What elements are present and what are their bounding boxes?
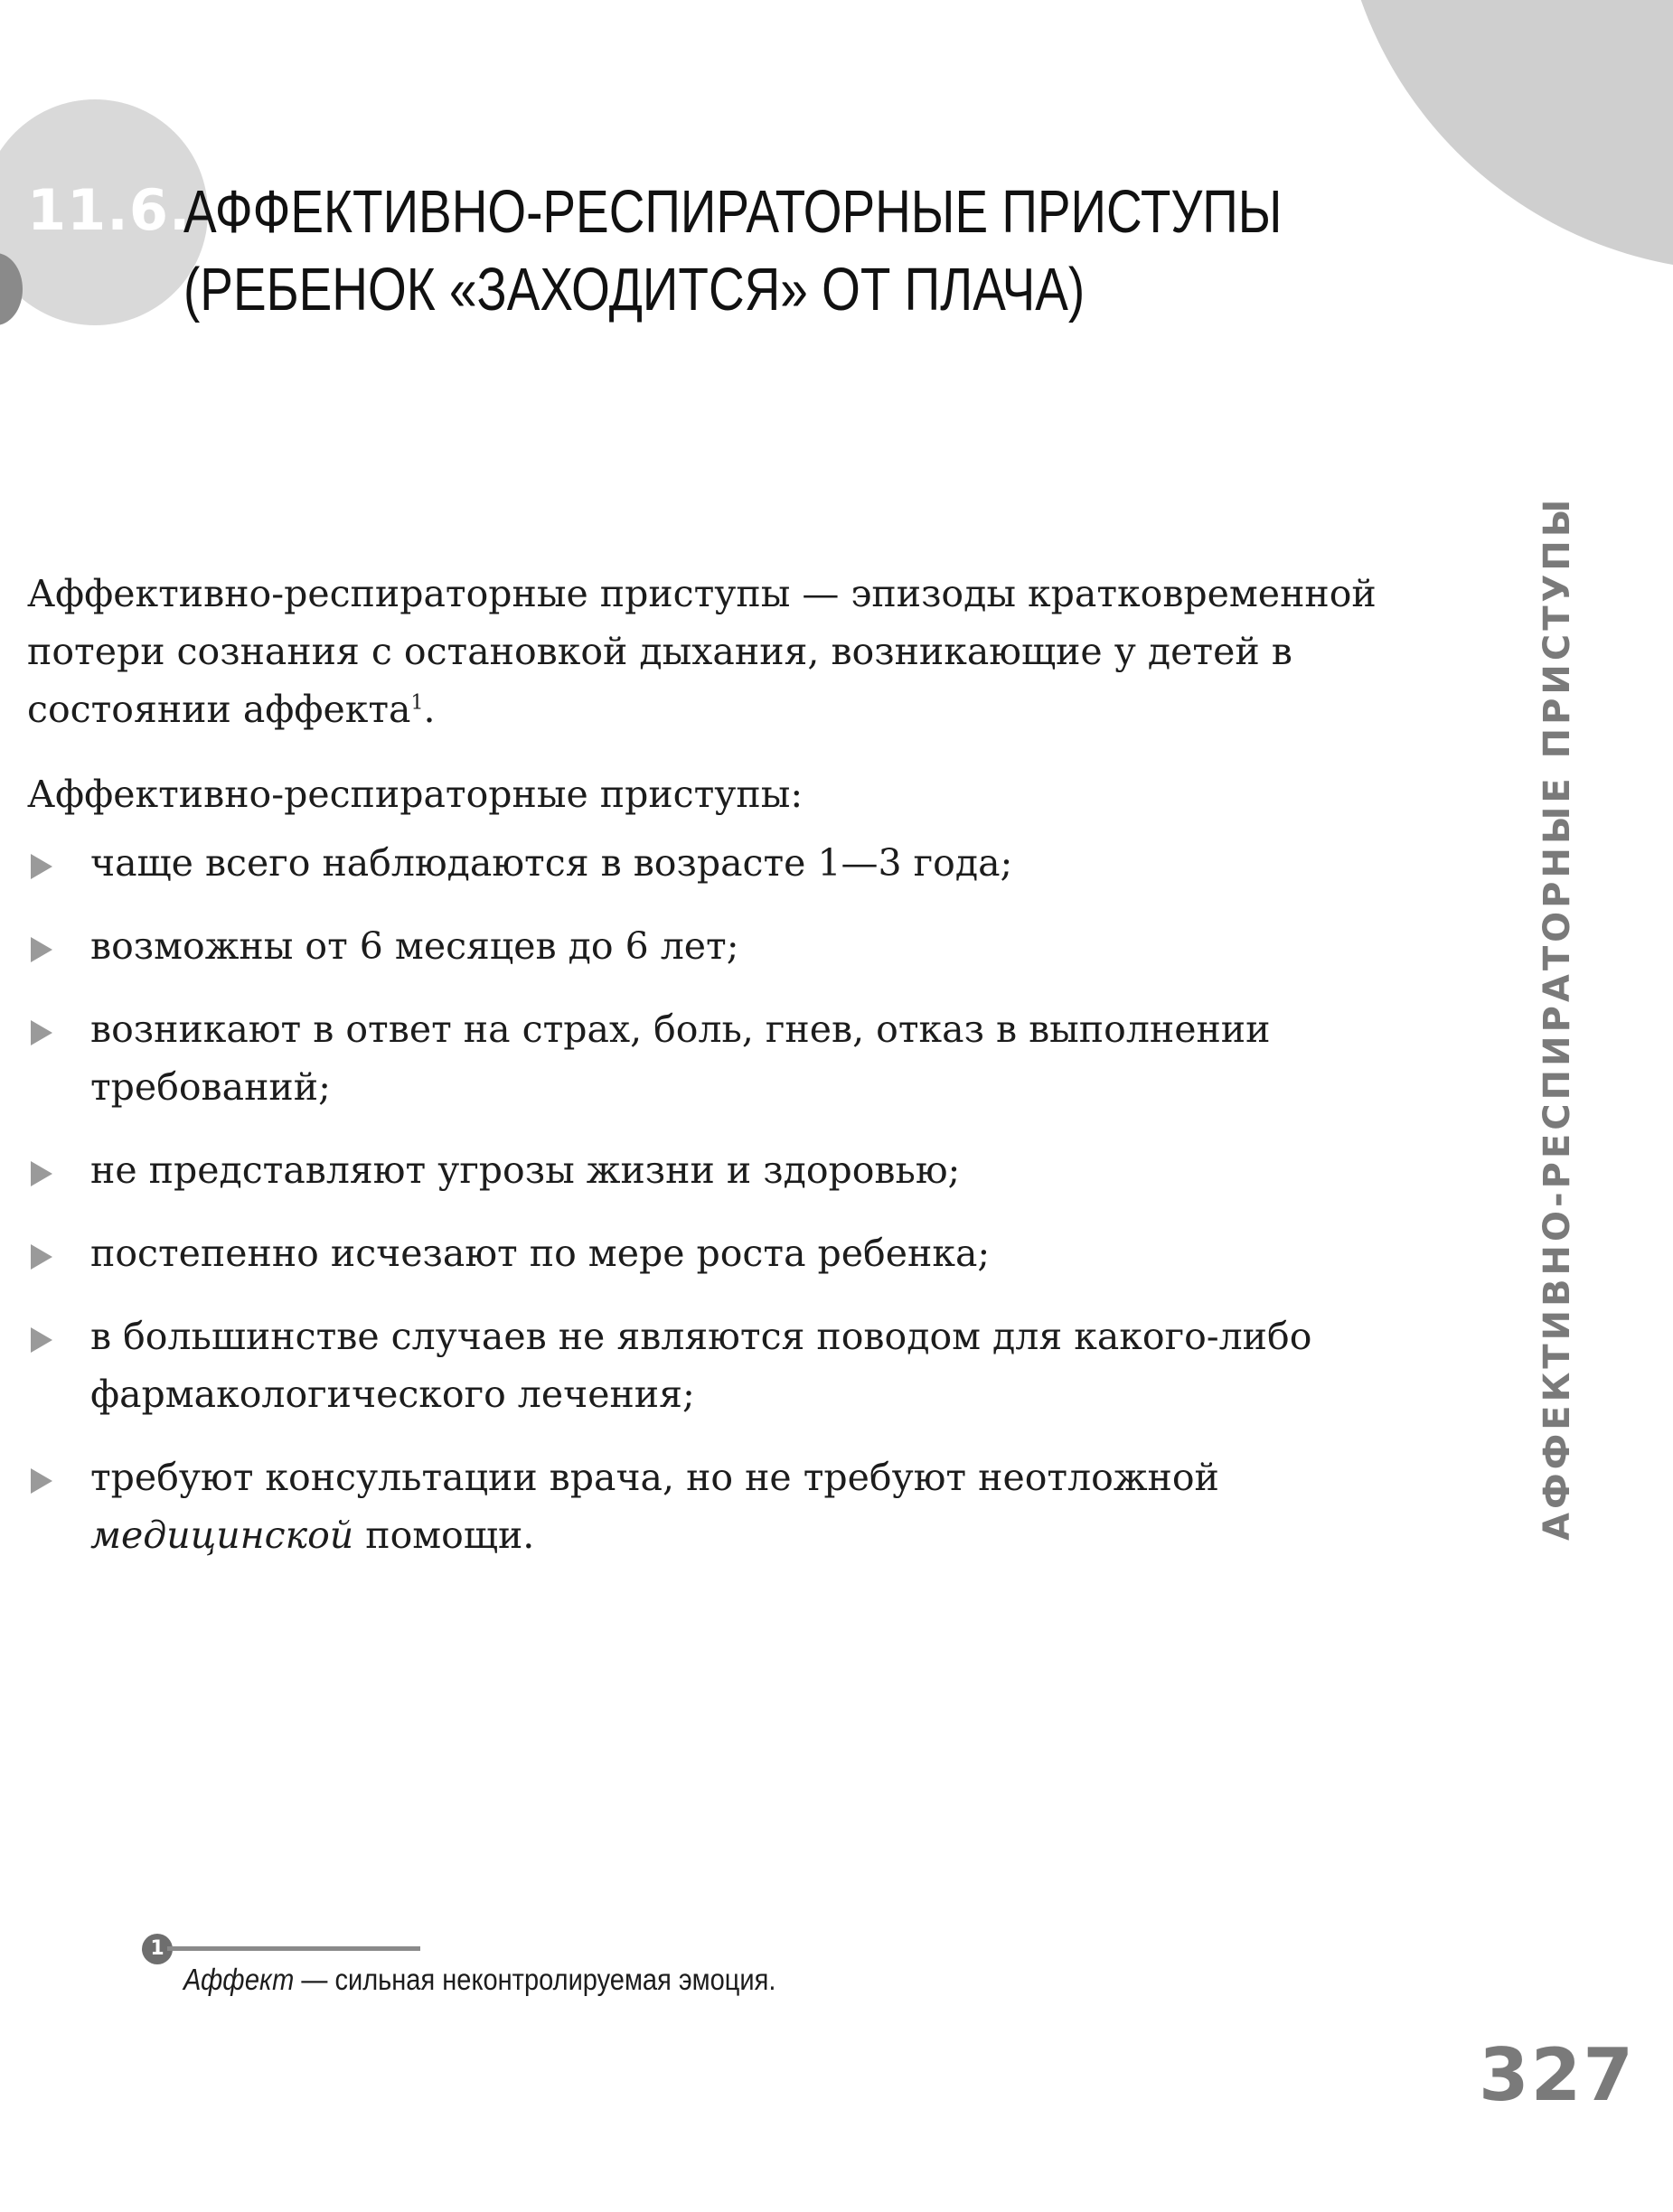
list-item xyxy=(27,1448,1401,1564)
list-item xyxy=(27,834,1401,892)
footnote xyxy=(183,1963,775,1997)
footnote-marker: 1 xyxy=(142,1934,173,1964)
bullet-arrow-icon xyxy=(31,1020,52,1045)
bullet-arrow-icon xyxy=(31,1161,52,1186)
list-item-text: возможны от 6 месяцев до 6 лет; xyxy=(90,924,739,968)
footnote-definition: — сильная неконтролируемая эмоция. xyxy=(294,1963,776,1996)
bullet-arrow-icon xyxy=(31,1327,52,1353)
list-item xyxy=(27,1224,1401,1282)
bullet-list xyxy=(27,834,1401,1564)
list-item xyxy=(27,917,1401,975)
side-running-title: АФФЕКТИВНО-РЕСПИРАТОРНЫЕ ПРИСТУПЫ xyxy=(1537,495,1578,1541)
list-item-text: чаще всего наблюдаются в возрасте 1—3 года; xyxy=(90,841,1013,885)
list-item-text: постепенно исчезают по мере роста ребенка; xyxy=(90,1232,991,1275)
corner-decoration xyxy=(1338,0,1673,271)
list-item-text: возникают в ответ на страх, боль, гнев, отказ в выполнении требований; xyxy=(90,1008,1271,1109)
page-number: 327 xyxy=(1479,2033,1635,2117)
main-content xyxy=(27,565,1401,1589)
section-title-line-2: (РЕБЕНОК «ЗАХОДИТСЯ» ОТ ПЛАЧА) xyxy=(183,256,1086,323)
list-item-text: не представляют угрозы жизни и здоровью; xyxy=(90,1148,961,1192)
list-item xyxy=(27,1141,1401,1199)
list-item-text-end: помощи. xyxy=(353,1514,535,1557)
section-title-line-1: АФФЕКТИВНО-РЕСПИРАТОРНЫЕ ПРИСТУПЫ xyxy=(183,178,1283,246)
bullet-arrow-icon xyxy=(31,854,52,879)
list-item xyxy=(27,1308,1401,1423)
list-item xyxy=(27,1000,1401,1116)
list-heading: Аффективно-респираторные приступы: xyxy=(27,773,804,816)
bullet-arrow-icon xyxy=(31,1244,52,1270)
footnote-reference[interactable]: 1 xyxy=(410,691,424,715)
intro-paragraph xyxy=(27,565,1401,738)
footnote-divider xyxy=(167,1946,420,1951)
section-title xyxy=(183,173,1282,329)
footnote-term: Аффект xyxy=(183,1963,295,1996)
list-item-text: в большинстве случаев не являются поводом для какого-либо фармакологического лечения; xyxy=(90,1315,1312,1416)
bullet-arrow-icon xyxy=(31,1468,52,1494)
list-item-text-start: требуют консультации врача, но не требуют неотложной xyxy=(90,1456,1219,1499)
list-item-italic: медицинской xyxy=(90,1514,354,1557)
intro-text: Аффективно-респираторные приступы — эпизоды кратковременной потери сознания с остановкой дыхания, возникающие у детей в состоянии аффекта xyxy=(27,572,1377,731)
intro-end: . xyxy=(423,688,436,731)
section-number: 11.6. xyxy=(27,177,192,243)
bullet-arrow-icon xyxy=(31,937,52,962)
